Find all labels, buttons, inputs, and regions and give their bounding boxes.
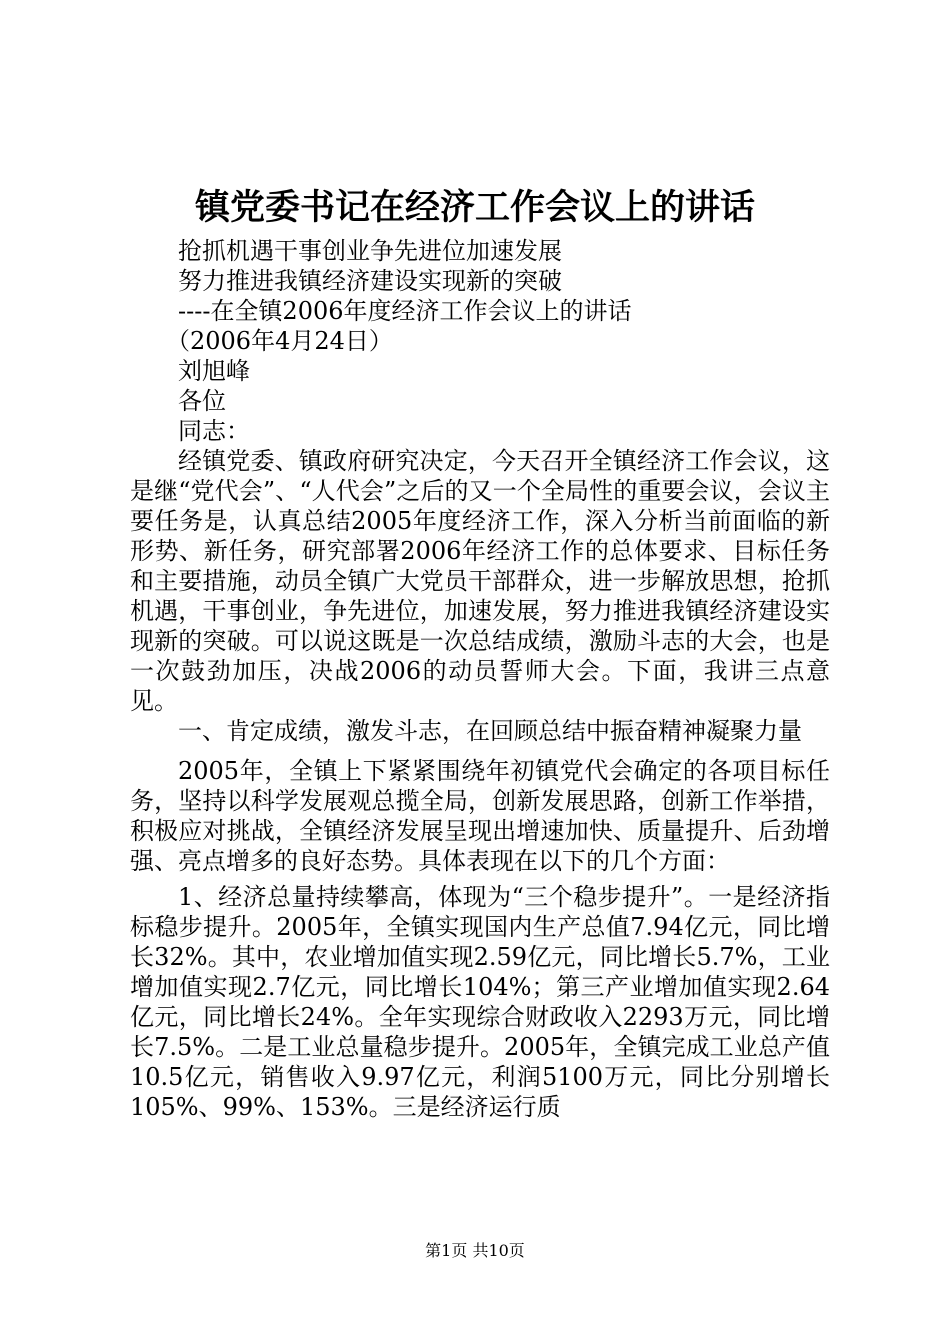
subtitle-line-2: 努力推进我镇经济建设实现新的突破 [178,267,562,295]
body-paragraph: 1、经济总量持续攀高，体现为“三个稳步提升”。一是经济指标稳步提升。2005年，全镇实现国内生产总值7.94亿元，同比增长32%。其中，农业增加值实现2.59亿元，同比增长5.7%，工业增加值实现2.7亿元，同比增长104%；第三产业增加值实现2.64亿元，同比增长24%。全年实现综合财政收入2293万元，同比增长7.5%。二是工业总量稳步提升。2005年，全镇完成工业总产值10.5亿元，销售收入9.97亿元，利润5100万元，同比分别增长105%、99%、153%。三是经济运行质 [130,883,830,1121]
salutation-line-1: 各位 [178,387,226,415]
section-heading: 一、肯定成绩，激发斗志，在回顾总结中振奋精神凝聚力量 [178,717,802,745]
page-number-footer: 第1页 共10页 [425,1241,525,1260]
document-title: 镇党委书记在经济工作会议上的讲话 [194,187,755,228]
paragraph-spacer [130,746,830,756]
subtitle-line-3: ----在全镇2006年度经济工作会议上的讲话 [178,297,632,325]
speech-date: （2006年4月24日） [166,327,393,355]
speaker-name: 刘旭峰 [178,357,250,385]
document-body [130,236,830,1122]
salutation-line-2: 同志： [178,417,250,445]
body-paragraph: 2005年，全镇上下紧紧围绕年初镇党代会确定的各项目标任务，坚持以科学发展观总揽全局，创新发展思路，创新工作举措，积极应对挑战，全镇经济发展呈现出增速加快、质量提升、后劲增强、亮点增多的良好态势。具体表现在以下的几个方面： [130,757,830,875]
subtitle-line-1: 抢抓机遇干事创业争先进位加速发展 [178,237,562,265]
body-paragraph: 经镇党委、镇政府研究决定，今天召开全镇经济工作会议，这是继“党代会”、“人代会”之后的又一个全局性的重要会议，会议主要任务是，认真总结2005年度经济工作，深入分析当前面临的新形势、新任务，研究部署2006年经济工作的总体要求、目标任务和主要措施，动员全镇广大党员干部群众，进一步解放思想，抢抓机遇，干事创业，争先进位，加速发展，努力推进我镇经济建设实现新的突破。可以说这既是一次总结成绩，激励斗志的大会，也是一次鼓劲加压，决战2006的动员誓师大会。下面，我讲三点意见。 [130,447,830,715]
